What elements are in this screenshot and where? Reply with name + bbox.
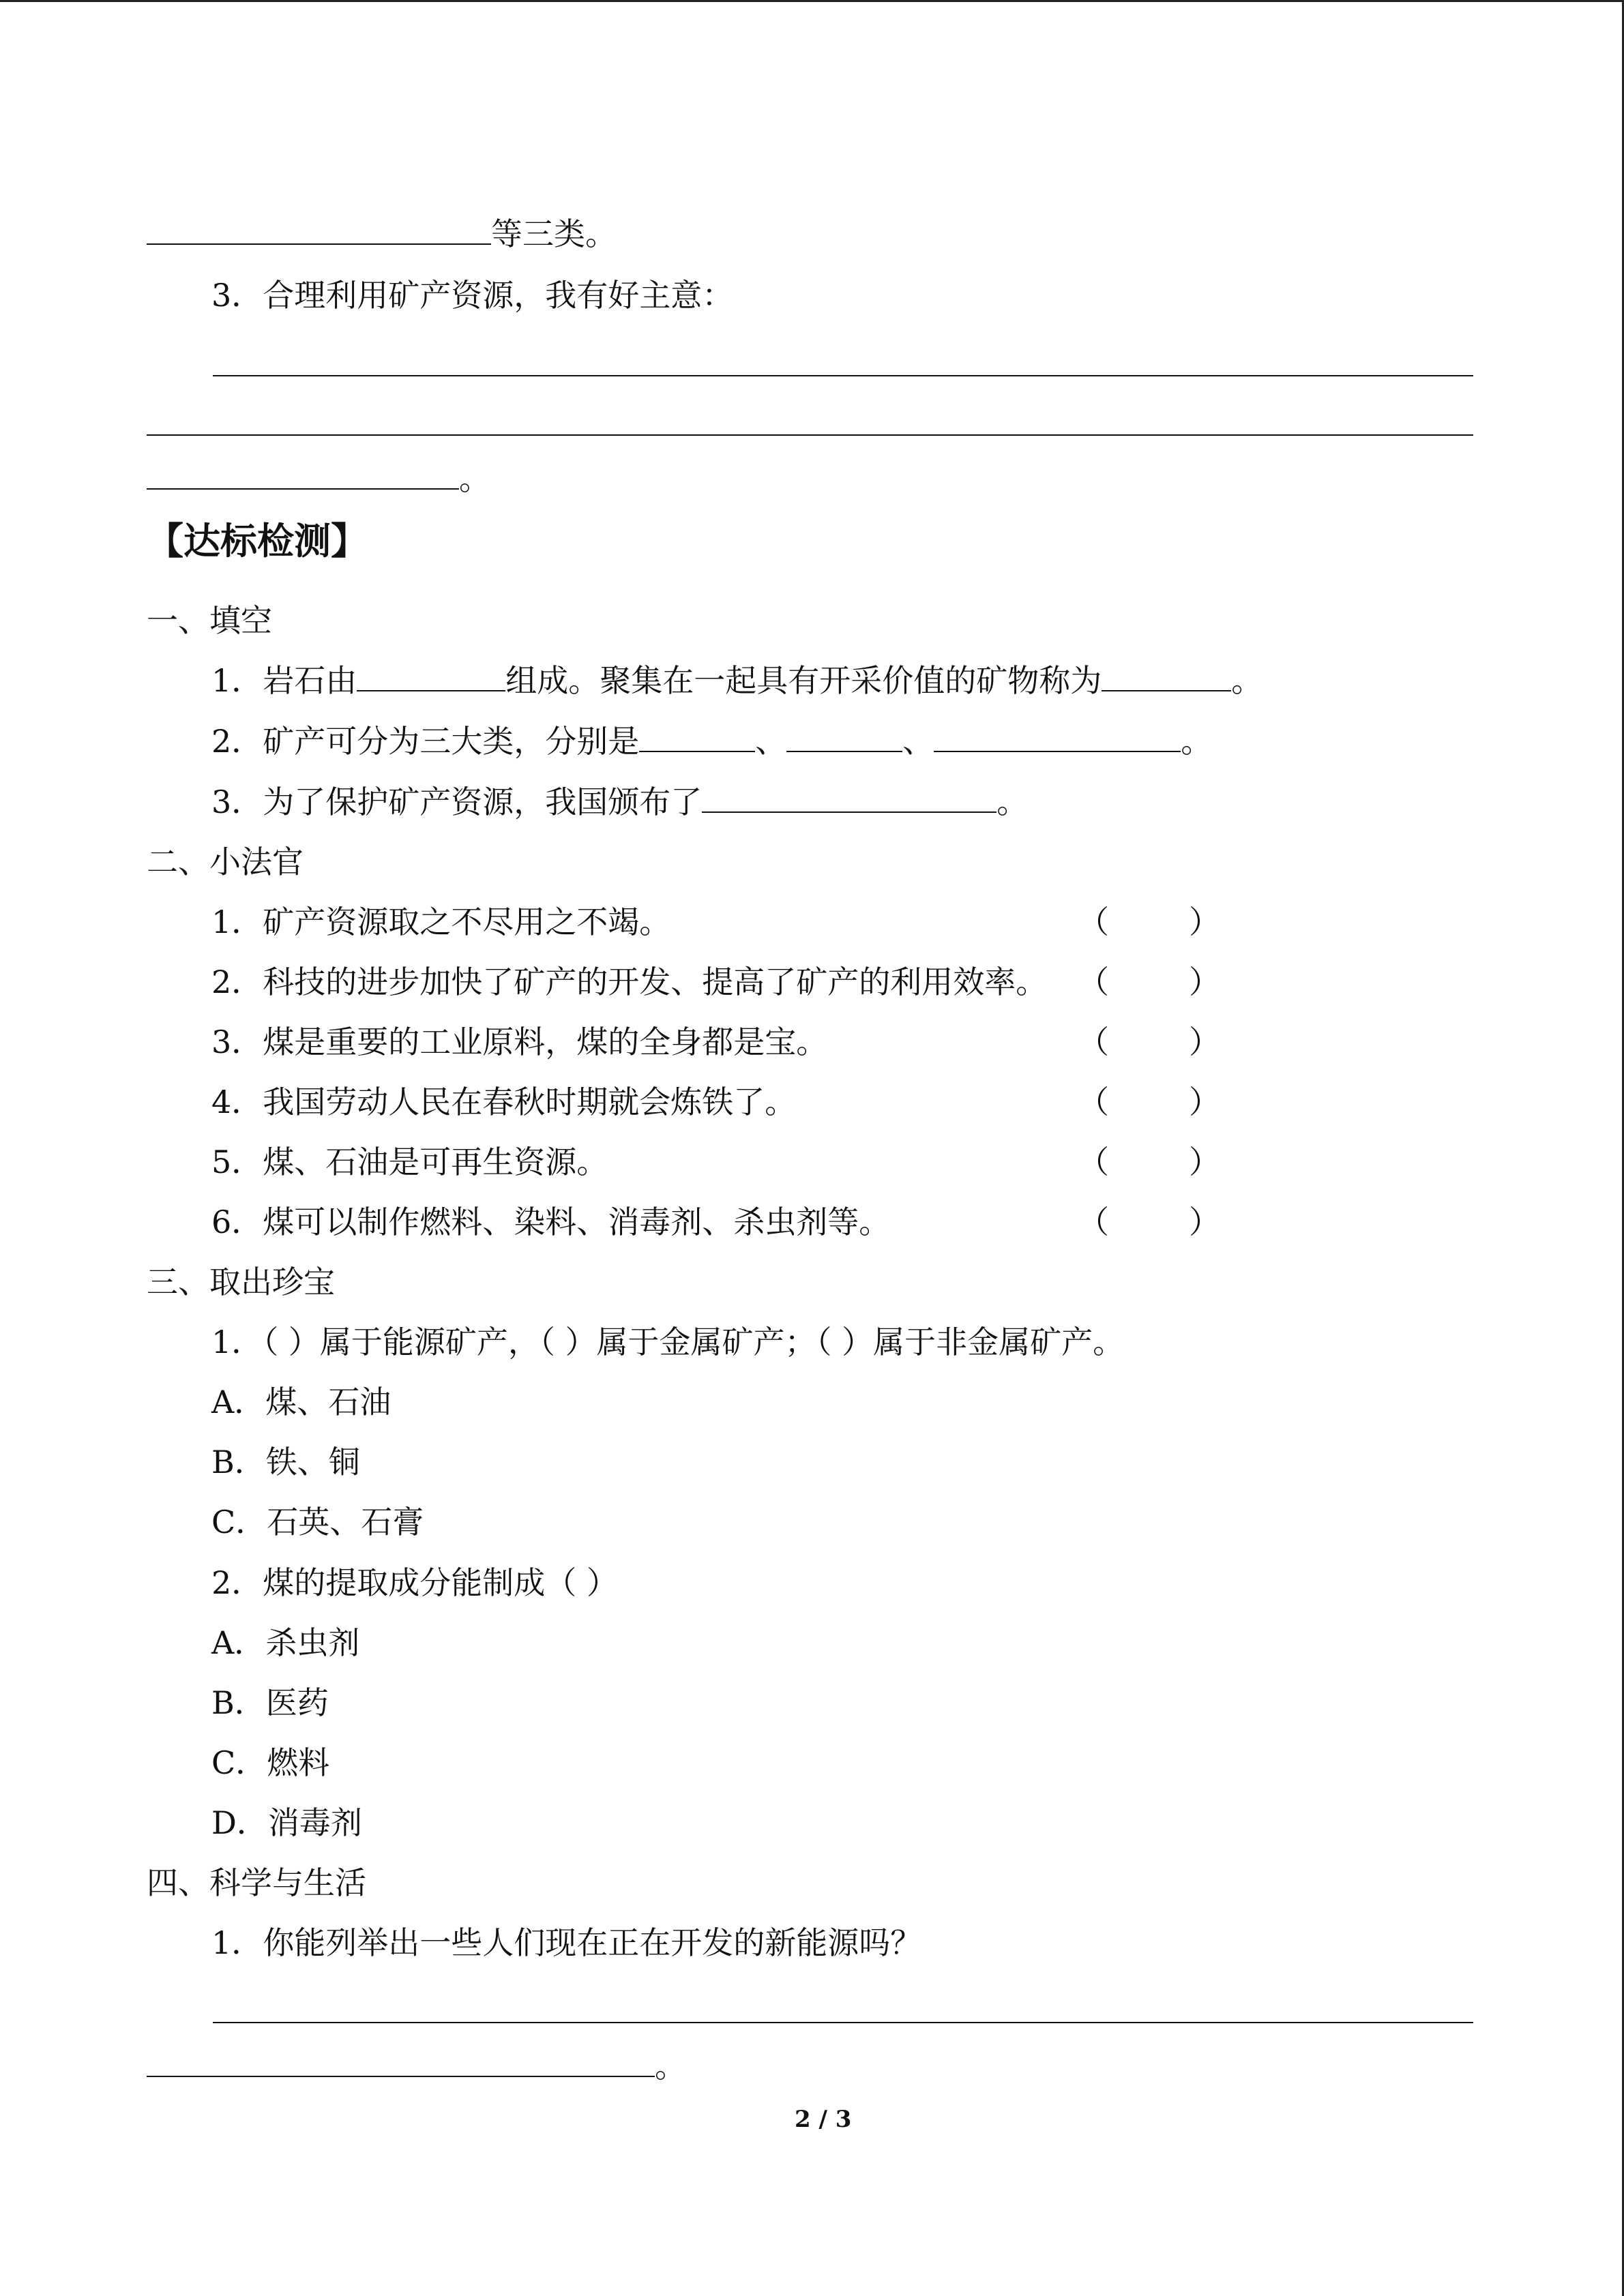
answer-blank[interactable] <box>147 213 491 245</box>
choice-option[interactable]: B．铁、铜 <box>211 1444 360 1480</box>
judge-item-1: 1．矿产资源取之不尽用之不竭。 <box>211 904 671 940</box>
life-question-1-end: 。 <box>147 2046 686 2087</box>
answer-blank[interactable] <box>1102 660 1231 691</box>
choice-option[interactable]: C．石英、石膏 <box>211 1504 424 1540</box>
judge-answer-parens-5[interactable]: （ ） <box>1078 1144 1220 1180</box>
choice-option[interactable]: A．杀虫剂 <box>211 1624 360 1661</box>
answer-blank[interactable] <box>147 2046 655 2077</box>
answer-blank[interactable] <box>934 721 1181 752</box>
answer-line[interactable] <box>213 375 1473 376</box>
answer-line[interactable] <box>213 2022 1473 2023</box>
prev-question-tail <box>147 213 617 254</box>
part1-question-1: 1．岩石由 组成。聚集在一起具有开采价值的矿物称为 。 <box>211 660 1263 701</box>
part1-question-3: 3．为了保护矿产资源，我国颁布了 。 <box>211 781 1028 822</box>
judge-answer-parens-2[interactable]: （ ） <box>1078 964 1220 1000</box>
answer-blank[interactable] <box>357 660 505 691</box>
choice-question-1: 1．（ ）属于能源矿产，（ ）属于金属矿产；（ ）属于非金属矿产。 <box>211 1324 1125 1360</box>
answer-blank[interactable] <box>702 781 996 813</box>
judge-answer-parens-4[interactable]: （ ） <box>1078 1084 1220 1120</box>
page-border-top <box>0 0 1624 2</box>
answer-blank[interactable] <box>786 721 902 752</box>
judge-answer-parens-6[interactable]: （ ） <box>1078 1204 1220 1240</box>
part4-heading: 四、科学与生活 <box>147 1864 366 1901</box>
judge-item-3: 3．煤是重要的工业原料，煤的全身都是宝。 <box>211 1024 828 1060</box>
top-question-3-end: 。 <box>147 458 490 499</box>
choice-option[interactable]: C．燃料 <box>211 1744 330 1781</box>
choice-option[interactable]: A．煤、石油 <box>211 1384 392 1420</box>
answer-blank[interactable] <box>639 721 755 752</box>
top-question-3: 3．合理利用矿产资源，我有好主意： <box>211 277 734 314</box>
prev-question-tail-text: 等三类。 <box>491 215 617 252</box>
page-number: 2 / 3 <box>795 2106 852 2133</box>
judge-answer-parens-1[interactable]: （ ） <box>1078 904 1220 940</box>
answer-blank[interactable] <box>147 458 459 490</box>
part3-heading: 三、取出珍宝 <box>147 1264 335 1300</box>
judge-item-2: 2．科技的进步加快了矿产的开发、提高了矿产的利用效率。 <box>211 964 1048 1000</box>
judge-item-5: 5．煤、石油是可再生资源。 <box>211 1144 608 1180</box>
part1-question-2: 2．矿产可分为三大类，分别是 、 、 。 <box>211 721 1212 762</box>
answer-line[interactable] <box>147 434 1473 436</box>
part1-heading: 一、填空 <box>147 602 272 639</box>
judge-item-4: 4．我国劳动人民在春秋时期就会炼铁了。 <box>211 1084 797 1120</box>
judge-item-6: 6．煤可以制作燃料、染料、消毒剂、杀虫剂等。 <box>211 1204 891 1240</box>
choice-question-2: 2．煤的提取成分能制成（ ） <box>211 1564 618 1601</box>
choice-option[interactable]: B．医药 <box>211 1684 329 1721</box>
part2-heading: 二、小法官 <box>147 844 304 880</box>
life-question-1: 1．你能列举出一些人们现在正在开发的新能源吗？ <box>211 1924 922 1961</box>
judge-answer-parens-3[interactable]: （ ） <box>1078 1024 1220 1060</box>
section-title: 【达标检测】 <box>147 519 368 563</box>
choice-option[interactable]: D．消毒剂 <box>211 1804 362 1841</box>
